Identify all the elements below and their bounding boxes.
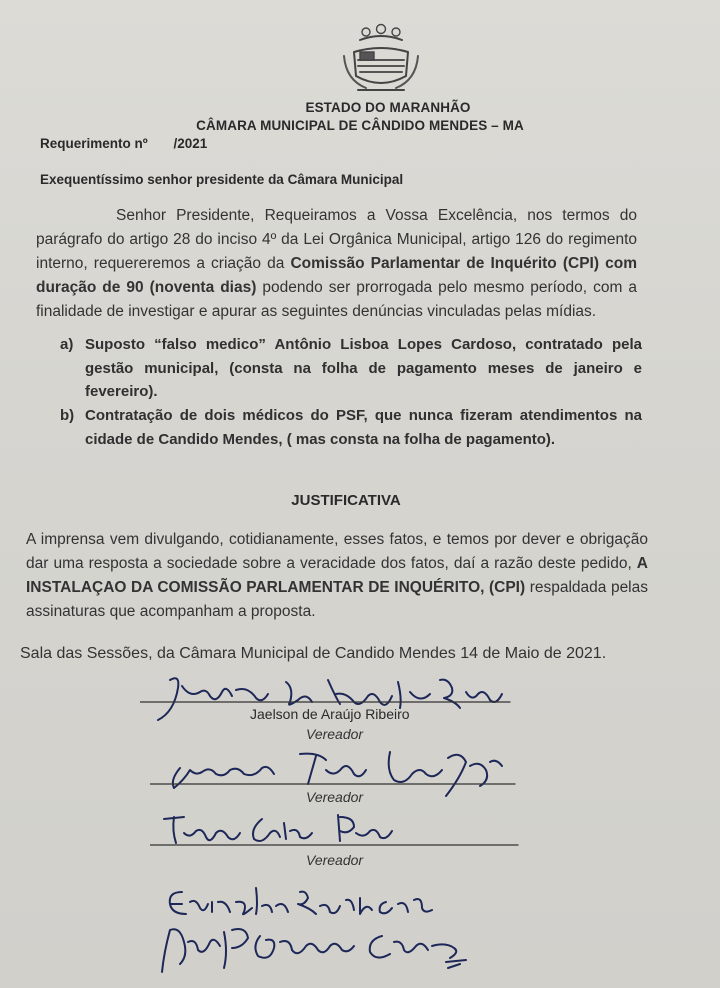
requerimento-number: /2021 <box>173 136 208 151</box>
justificativa-highlight: A INSTALAÇAO DA COMISSÃO PARLAMENTAR DE INQUÉRITO, (CPI) <box>26 555 648 596</box>
requerimento-line <box>40 136 207 151</box>
coat-of-arms-seal <box>336 20 426 100</box>
signer-role-2: Vereador <box>306 789 364 805</box>
signer-name-1: Jaelson de Araújo Ribeiro <box>250 706 410 722</box>
signer-role-3: Vereador <box>306 852 364 868</box>
body-rest: podendo ser prorrogada pelo mesmo período, com a finalidade de investigar e apurar as seguintes denúncias vinculadas pelas mídias. <box>36 279 637 320</box>
list-item-text: Contratação de dois médicos do PSF, que nunca fizeram atendimentos na cidade de Candido Mendes, ( mas consta na folha de pagamento). <box>85 407 642 448</box>
list-item-a <box>60 333 642 404</box>
list-marker: b) <box>60 407 75 424</box>
body-with: com <box>599 255 637 272</box>
state-heading: ESTADO DO MARANHÃO <box>305 100 471 115</box>
handwritten-signature-3 <box>150 805 520 855</box>
justificativa-text: A imprensa vem divulgando, cotidianamente, esses fatos, e temos por dever e obrigação dar uma resposta a sociedade sobre a veracidade dos fatos, daí a razão deste pedido, <box>26 531 648 572</box>
chamber-heading: CÂMARA MUNICIPAL DE CÂNDIDO MENDES – MA <box>196 118 524 133</box>
justificativa-paragraph <box>26 528 648 624</box>
handwritten-signature-5 <box>150 912 480 982</box>
salutation: Exequentíssimo senhor presidente da Câmara Municipal <box>40 172 404 187</box>
list-item-text: Suposto “falso medico” Antônio Lisboa Lopes Cardoso, contratado pela gestão municipal, (consta na folha de pagamento meses de janeiro e fevereiro). <box>85 336 642 400</box>
signer-role-1: Vereador <box>306 726 364 742</box>
justificativa-title: JUSTIFICATIVA <box>291 492 401 509</box>
requerimento-label: Requerimento nº <box>40 136 148 151</box>
body-duration: duração de 90 (noventa dias) <box>36 279 257 296</box>
body-paragraph <box>36 204 637 324</box>
closing-line: Sala das Sessões, da Câmara Municipal de Candido Mendes 14 de Maio de 2021. <box>20 645 607 662</box>
justificativa-rest: respaldada pelas assinaturas que acompanham a proposta. <box>26 579 648 620</box>
body-cpi-name: Comissão Parlamentar de Inquérito (CPI) <box>290 255 600 272</box>
body-intro: Senhor Presidente, Requeiramos a Vossa Excelência, nos termos do parágrafo do artigo 28 do inciso 4º da Lei Orgânica Municipal, artigo 126 do regimento interno, requereremos a criação da <box>36 207 637 272</box>
list-marker: a) <box>60 336 74 353</box>
list-item-b <box>60 404 642 451</box>
